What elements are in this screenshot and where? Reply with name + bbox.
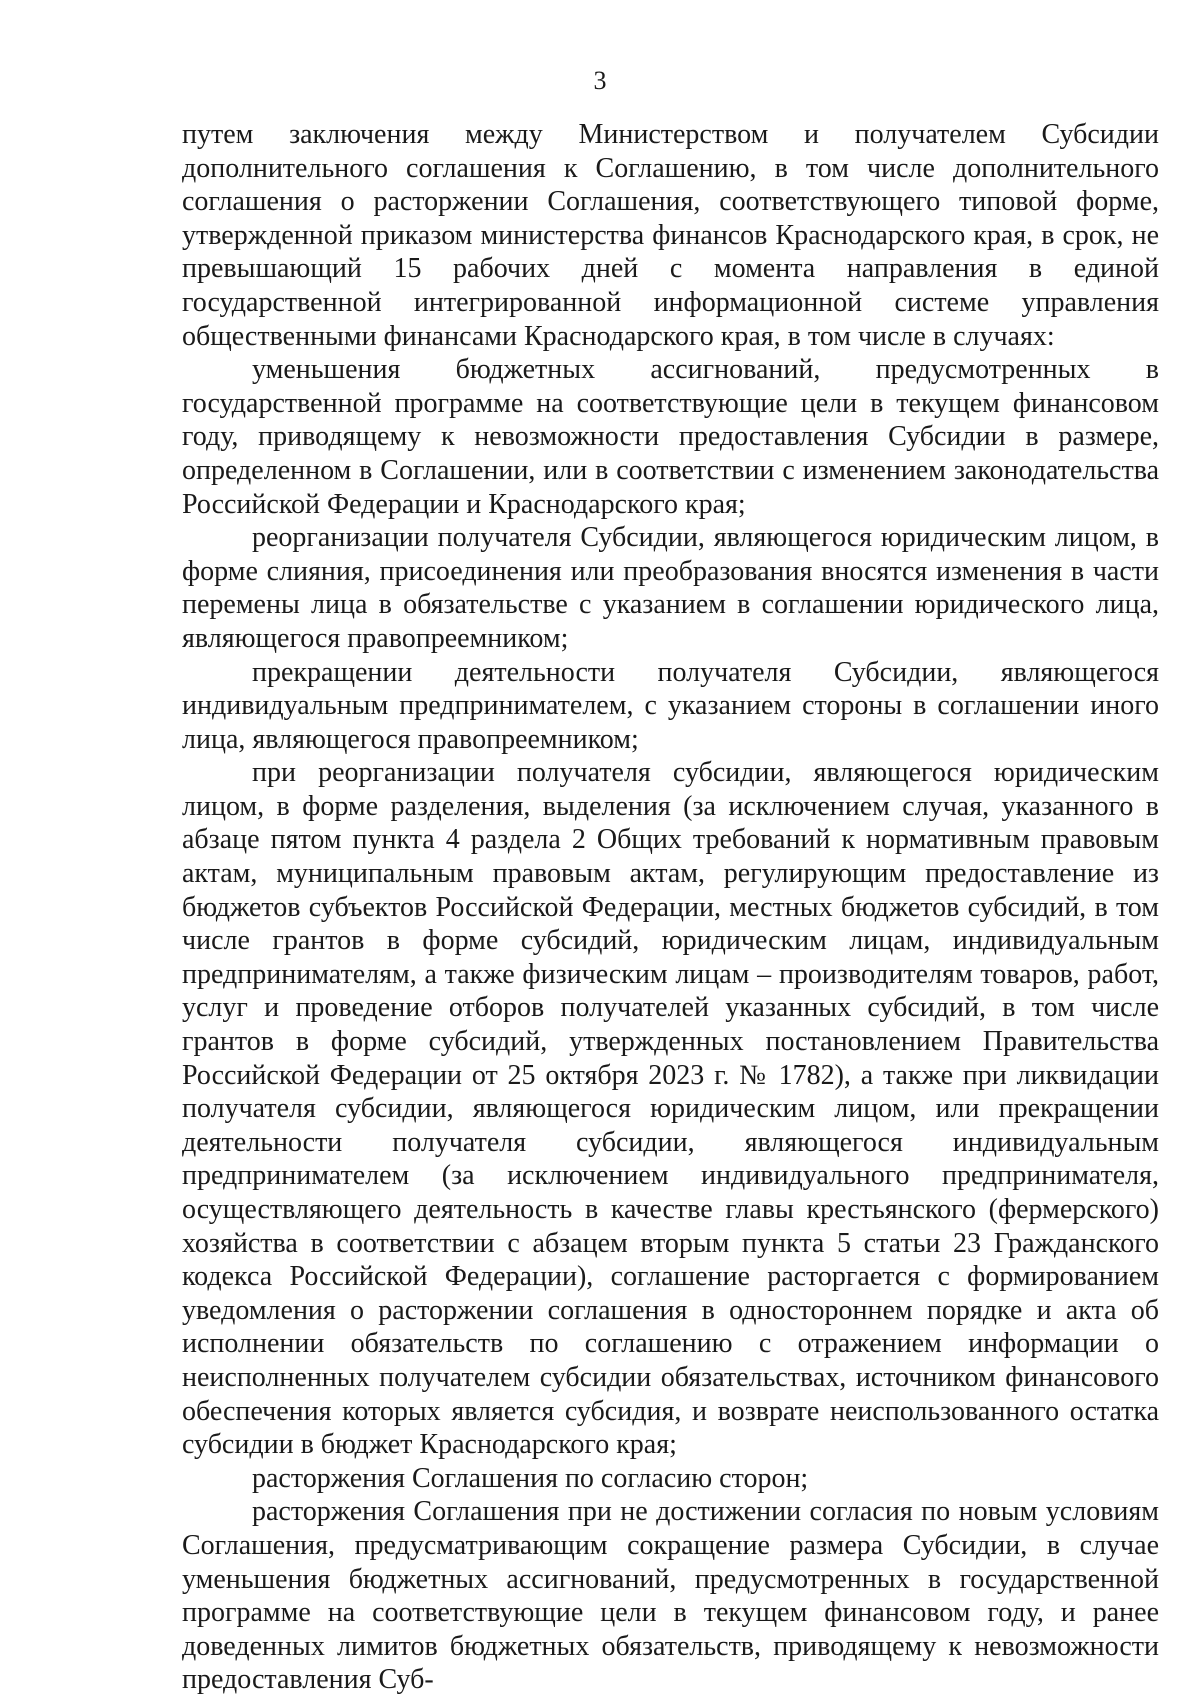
- paragraph-reorganization-division: при реорганизации получателя субсидии, являющегося юридическим лицом, в форме разделения, выделения (за исключением случая, указанного в абзаце пятом пункта 4 раздела 2 Общих требований к нормативным правовым актам, муниципальным правовым актам, регулирующим предоставление из бюджетов субъектов Российской Федерации, местных бюджетов субсидий, в том числе грантов в форме субсидий, юридическим лицам, индивидуальным предпринимателям, а также физическим лицам – производителям товаров, работ, услуг и проведение отборов получателей указанных субсидий, в том числе грантов в форме субсидий, утвержденных постановлением Правительства Российской Федерации от 25 октября 2023 г. № 1782), а также при ликвидации получателя субсидии, являющегося юридическим лицом, или прекращении деятельности получателя субсидии, являющегося индивидуальным предпринимателем (за исключением индивидуального предпринимателя, осуществляющего деятельность в качестве главы крестьянского (фермерского) хозяйства в соответствии с абзацем вторым пункта 5 статьи 23 Гражданского кодекса Российской Федерации), соглашение расторгается с формированием уведомления о расторжении соглашения в одностороннем порядке и акта об исполнении обязательств по соглашению с отражением информации о неисполненных получателем субсидии обязательствах, источником финансового обеспечения которых является субсидия, и возврате неиспользованного остатка субсидии в бюджет Краснодарского края;: [182, 757, 1159, 1461]
- document-body: [182, 118, 1159, 1697]
- paragraph-budget-reduction: уменьшения бюджетных ассигнований, предусмотренных в государственной программе на соответствующие цели в текущем финансовом году, приводящему к невозможности предоставления Субсидии в размере, определенном в Соглашении, или в соответствии с изменением законодательства Российской Федерации и Краснодарского края;: [182, 354, 1159, 520]
- paragraph-mutual-termination: расторжения Соглашения по согласию сторон;: [252, 1462, 809, 1494]
- paragraph-reorganization-merger: реорганизации получателя Субсидии, являющегося юридическим лицом, в форме слияния, присоединения или преобразования вносятся изменения в части перемены лица в обязательстве с указанием в соглашении юридического лица, являющегося правопреемником;: [182, 522, 1159, 654]
- paragraph-entrepreneur-termination: прекращении деятельности получателя Субсидии, являющегося индивидуальным предпринимателем, с указанием стороны в соглашении иного лица, являющегося правопреемником;: [182, 656, 1159, 755]
- page-number: 3: [593, 66, 607, 95]
- paragraph-termination-no-agreement: расторжения Соглашения при не достижении согласия по новым условиям Соглашения, предусматривающим сокращение размера Субсидии, в случае уменьшения бюджетных ассигнований, предусмотренных в государственной программе на соответствующие цели в текущем финансовом году, и ранее доведенных лимитов бюджетных обязательств, приводящему к невозможности предоставления Суб-: [182, 1496, 1159, 1696]
- paragraph-continuation: путем заключения между Министерством и получателем Субсидии дополнительного соглашения к Соглашению, в том числе дополнительного соглашения о расторжении Соглашения, соответствующего типовой форме, утвержденной приказом министерства финансов Краснодарского края, в срок, не превышающий 15 рабочих дней с момента направления в единой государственной интегрированной информационной системе управления общественными финансами Краснодарского края, в том числе в случаях:: [182, 119, 1159, 352]
